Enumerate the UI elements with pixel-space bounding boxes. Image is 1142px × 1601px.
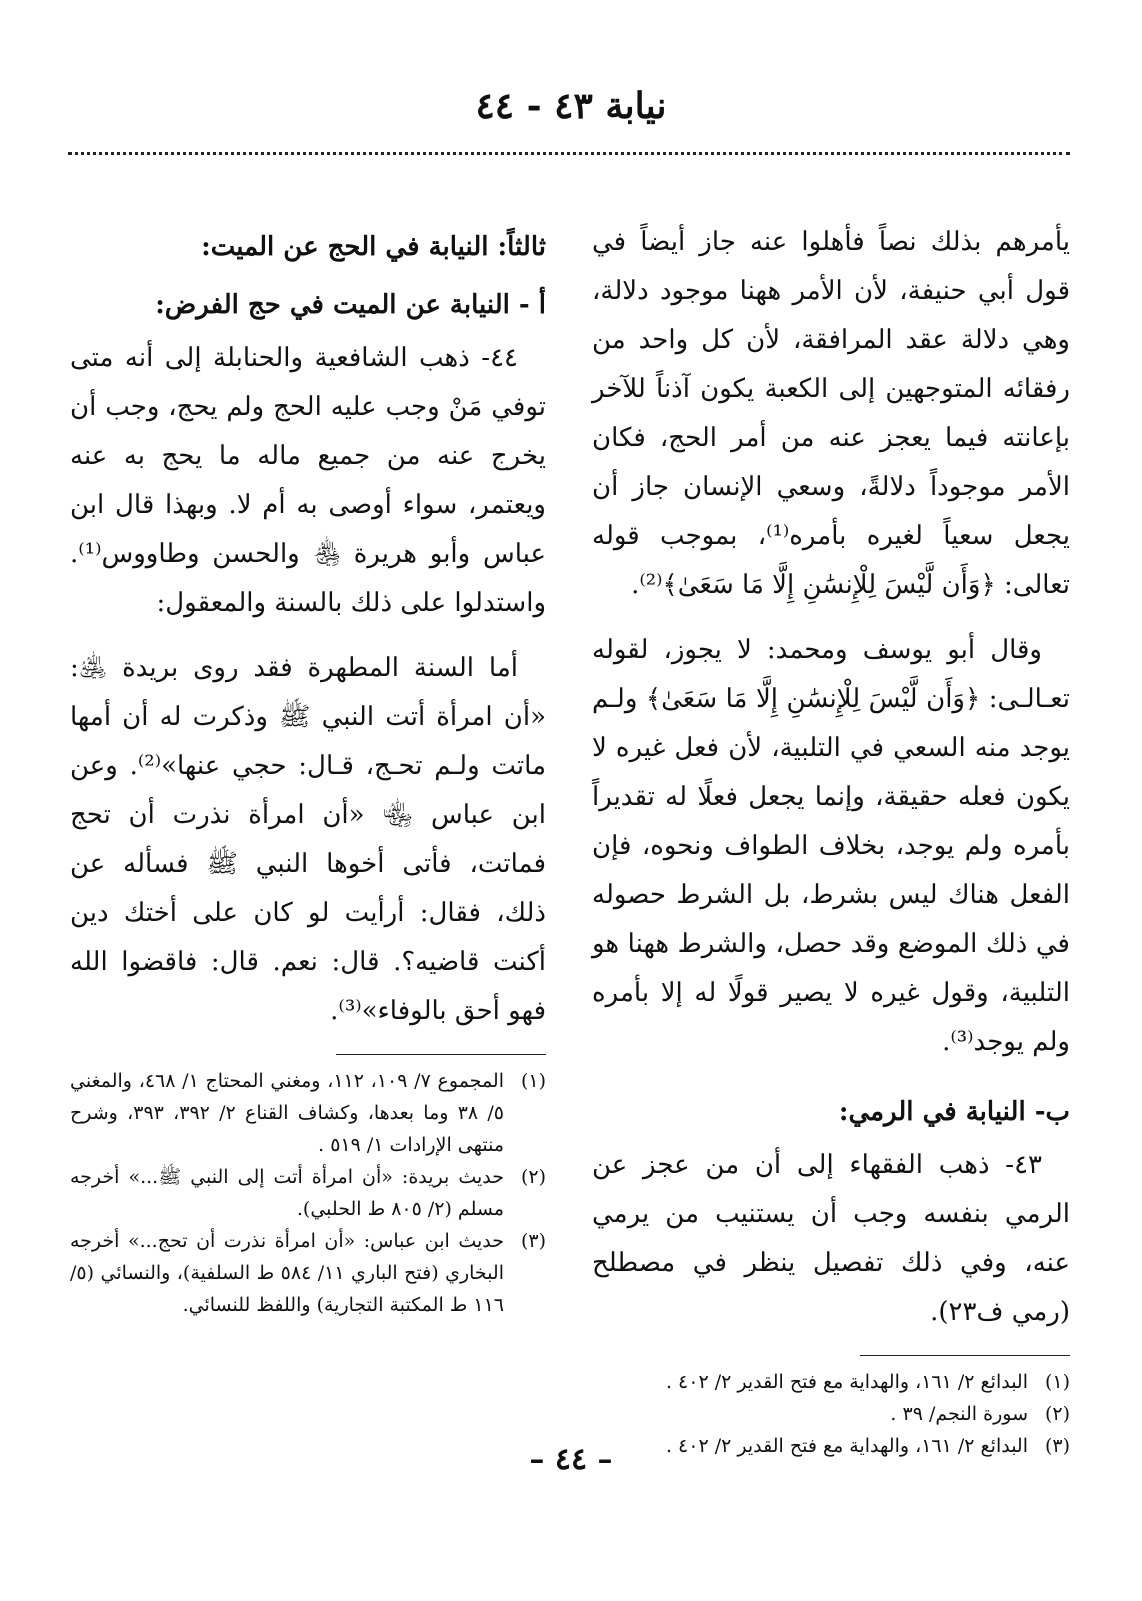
footnote-item <box>592 1366 1070 1398</box>
footnote-separator <box>336 1054 546 1055</box>
right-paragraph-2: وقال أبو يوسف ومحمد: لا يجوز، لقوله تعـالـى: ﴿وَأَن لَّيْسَ لِلْإِنسَٰنِ إِلَّا مَا سَعَىٰ﴾ ولـم يوجد منه السعي في التلبية، لأن فعل غيره لا يكون فعله حقيقة، وإنما يجعل فعلًا له تقديراً بأمره ولم يوجد، بخلاف الطواف ونحوه، فإن الفعل هناك ليس بشرط، بل الشرط حصوله في ذلك الموضع وقد حصل، والشرط ههنا هو التلبية، وقول غيره لا يصير قولًا له إلا بأمره ولم يوجد⁽³⁾. <box>592 635 1070 1057</box>
section-heading-b: ب- النيابة في الرمي: <box>838 1097 1070 1127</box>
section-heading-3: ثالثاً: النيابة في الحج عن الميت: <box>201 232 546 262</box>
footnote-text: حديث بريدة: «أن امرأة أتت إلى النبي ﷺ...» أخرجه مسلم (٢/ ٨٠٥ ط الحلبي). <box>70 1166 504 1220</box>
footnote-text: البدائع ٢/ ١٦١، والهداية مع فتح القدير ٢/ ٤٠٢ . <box>665 1435 1028 1457</box>
footnote-item <box>70 1065 546 1161</box>
left-paragraph-1: ٤٤- ذهب الشافعية والحنابلة إلى أنه متى توفي مَنْ وجب عليه الحج ولم يحج، وجب أن يخرج عنه من جميع ماله ما يحج به عنه ويعتمر، سواء أوصى به أم لا. وبهذا قال ابن عباس وأبو هريرة ﵃ والحسن وطاووس⁽¹⁾. واستدلوا على ذلك بالسنة والمعقول: <box>70 343 546 618</box>
right-paragraph-1: يأمرهم بذلك نصاً فأهلوا عنه جاز أيضاً في قول أبي حنيفة، لأن الأمر ههنا موجود دلالة، وهي دلالة عقد المرافقة، لأن كل واحد من رفقائه المتوجهين إلى الكعبة يكون آذناً للآخر بإعانته فيما يعجز عنه من أمر الحج، فكان الأمر موجوداً دلالةً، وسعي الإنسان جاز أن يجعل سعياً لغيره بأمره⁽¹⁾، بموجب قوله تعالى: ﴿وَأَن لَّيْسَ لِلْإِنسَٰنِ إِلَّا مَا سَعَىٰ﴾⁽²⁾. <box>592 227 1070 600</box>
footnote-item <box>70 1225 546 1321</box>
footnote-text: سورة النجم/ ٣٩ . <box>890 1403 1028 1425</box>
footnote-item <box>70 1161 546 1225</box>
footnote-number: (١) <box>1044 1371 1070 1393</box>
left-paragraph-2: أما السنة المطهرة فقد روى بريدة ﵁: «أن امرأة أتت النبي ﷺ وذكرت له أن أمها ماتت ولـم تحـج، قـال: حجي عنها»⁽²⁾. وعن ابن عباس ﵄ «أن امرأة نذرت أن تحج فماتت، فأتى أخوها النبي ﷺ فسأله عن ذلك، فقال: أرأيت لو كان على أختك دين أكنت قاضيه؟. قال: نعم. قال: فاقضوا الله فهو أحق بالوفاء»⁽³⁾. <box>70 653 546 1026</box>
right-column <box>592 218 1070 1462</box>
left-footnotes <box>70 1065 546 1321</box>
footnote-text: البدائع ٢/ ١٦١، والهداية مع فتح القدير ٢/ ٤٠٢ . <box>665 1371 1028 1393</box>
header-dotted-rule <box>68 152 1070 155</box>
footnote-number: (١) <box>520 1070 546 1092</box>
page-number: – ٤٤ – <box>529 1442 613 1477</box>
footnote-number: (٣) <box>1044 1435 1070 1457</box>
footnote-text: المجموع ٧/ ١٠٩، ١١٢، ومغني المحتاج ١/ ٤٦٨، والمغني ٥/ ٣٨ وما بعدها، وكشاف القناع ٢/ ٣٩٢، ٣٩٣، وشرح منتهى الإرادات ١/ ٥١٩ . <box>70 1070 504 1156</box>
section-heading-a: أ - النيابة عن الميت في حج الفرض: <box>155 290 546 320</box>
left-column <box>70 218 546 1321</box>
running-head-title: نيابة ٤٣ - ٤٤ <box>475 85 667 127</box>
footnote-number: (٢) <box>1044 1403 1070 1425</box>
right-paragraph-3: ٤٣- ذهب الفقهاء إلى أن من عجز عن الرمي بنفسه وجب أن يستنيب من يرمي عنه، وفي ذلك تفصيل ينظر في مصطلح (رمي ف٢٣). <box>592 1150 1070 1327</box>
footnote-number: (٢) <box>520 1166 546 1188</box>
footnote-text: حديث ابن عباس: «أن امرأة نذرت أن تحج...» أخرجه البخاري (فتح الباري ١١/ ٥٨٤ ط السلفية)، والنسائي (٥/ ١١٦ ط المكتبة التجارية) واللفظ للنسائي. <box>70 1230 504 1316</box>
footnote-item <box>592 1398 1070 1430</box>
footnote-separator <box>860 1355 1070 1356</box>
footnote-number: (٣) <box>520 1230 546 1252</box>
